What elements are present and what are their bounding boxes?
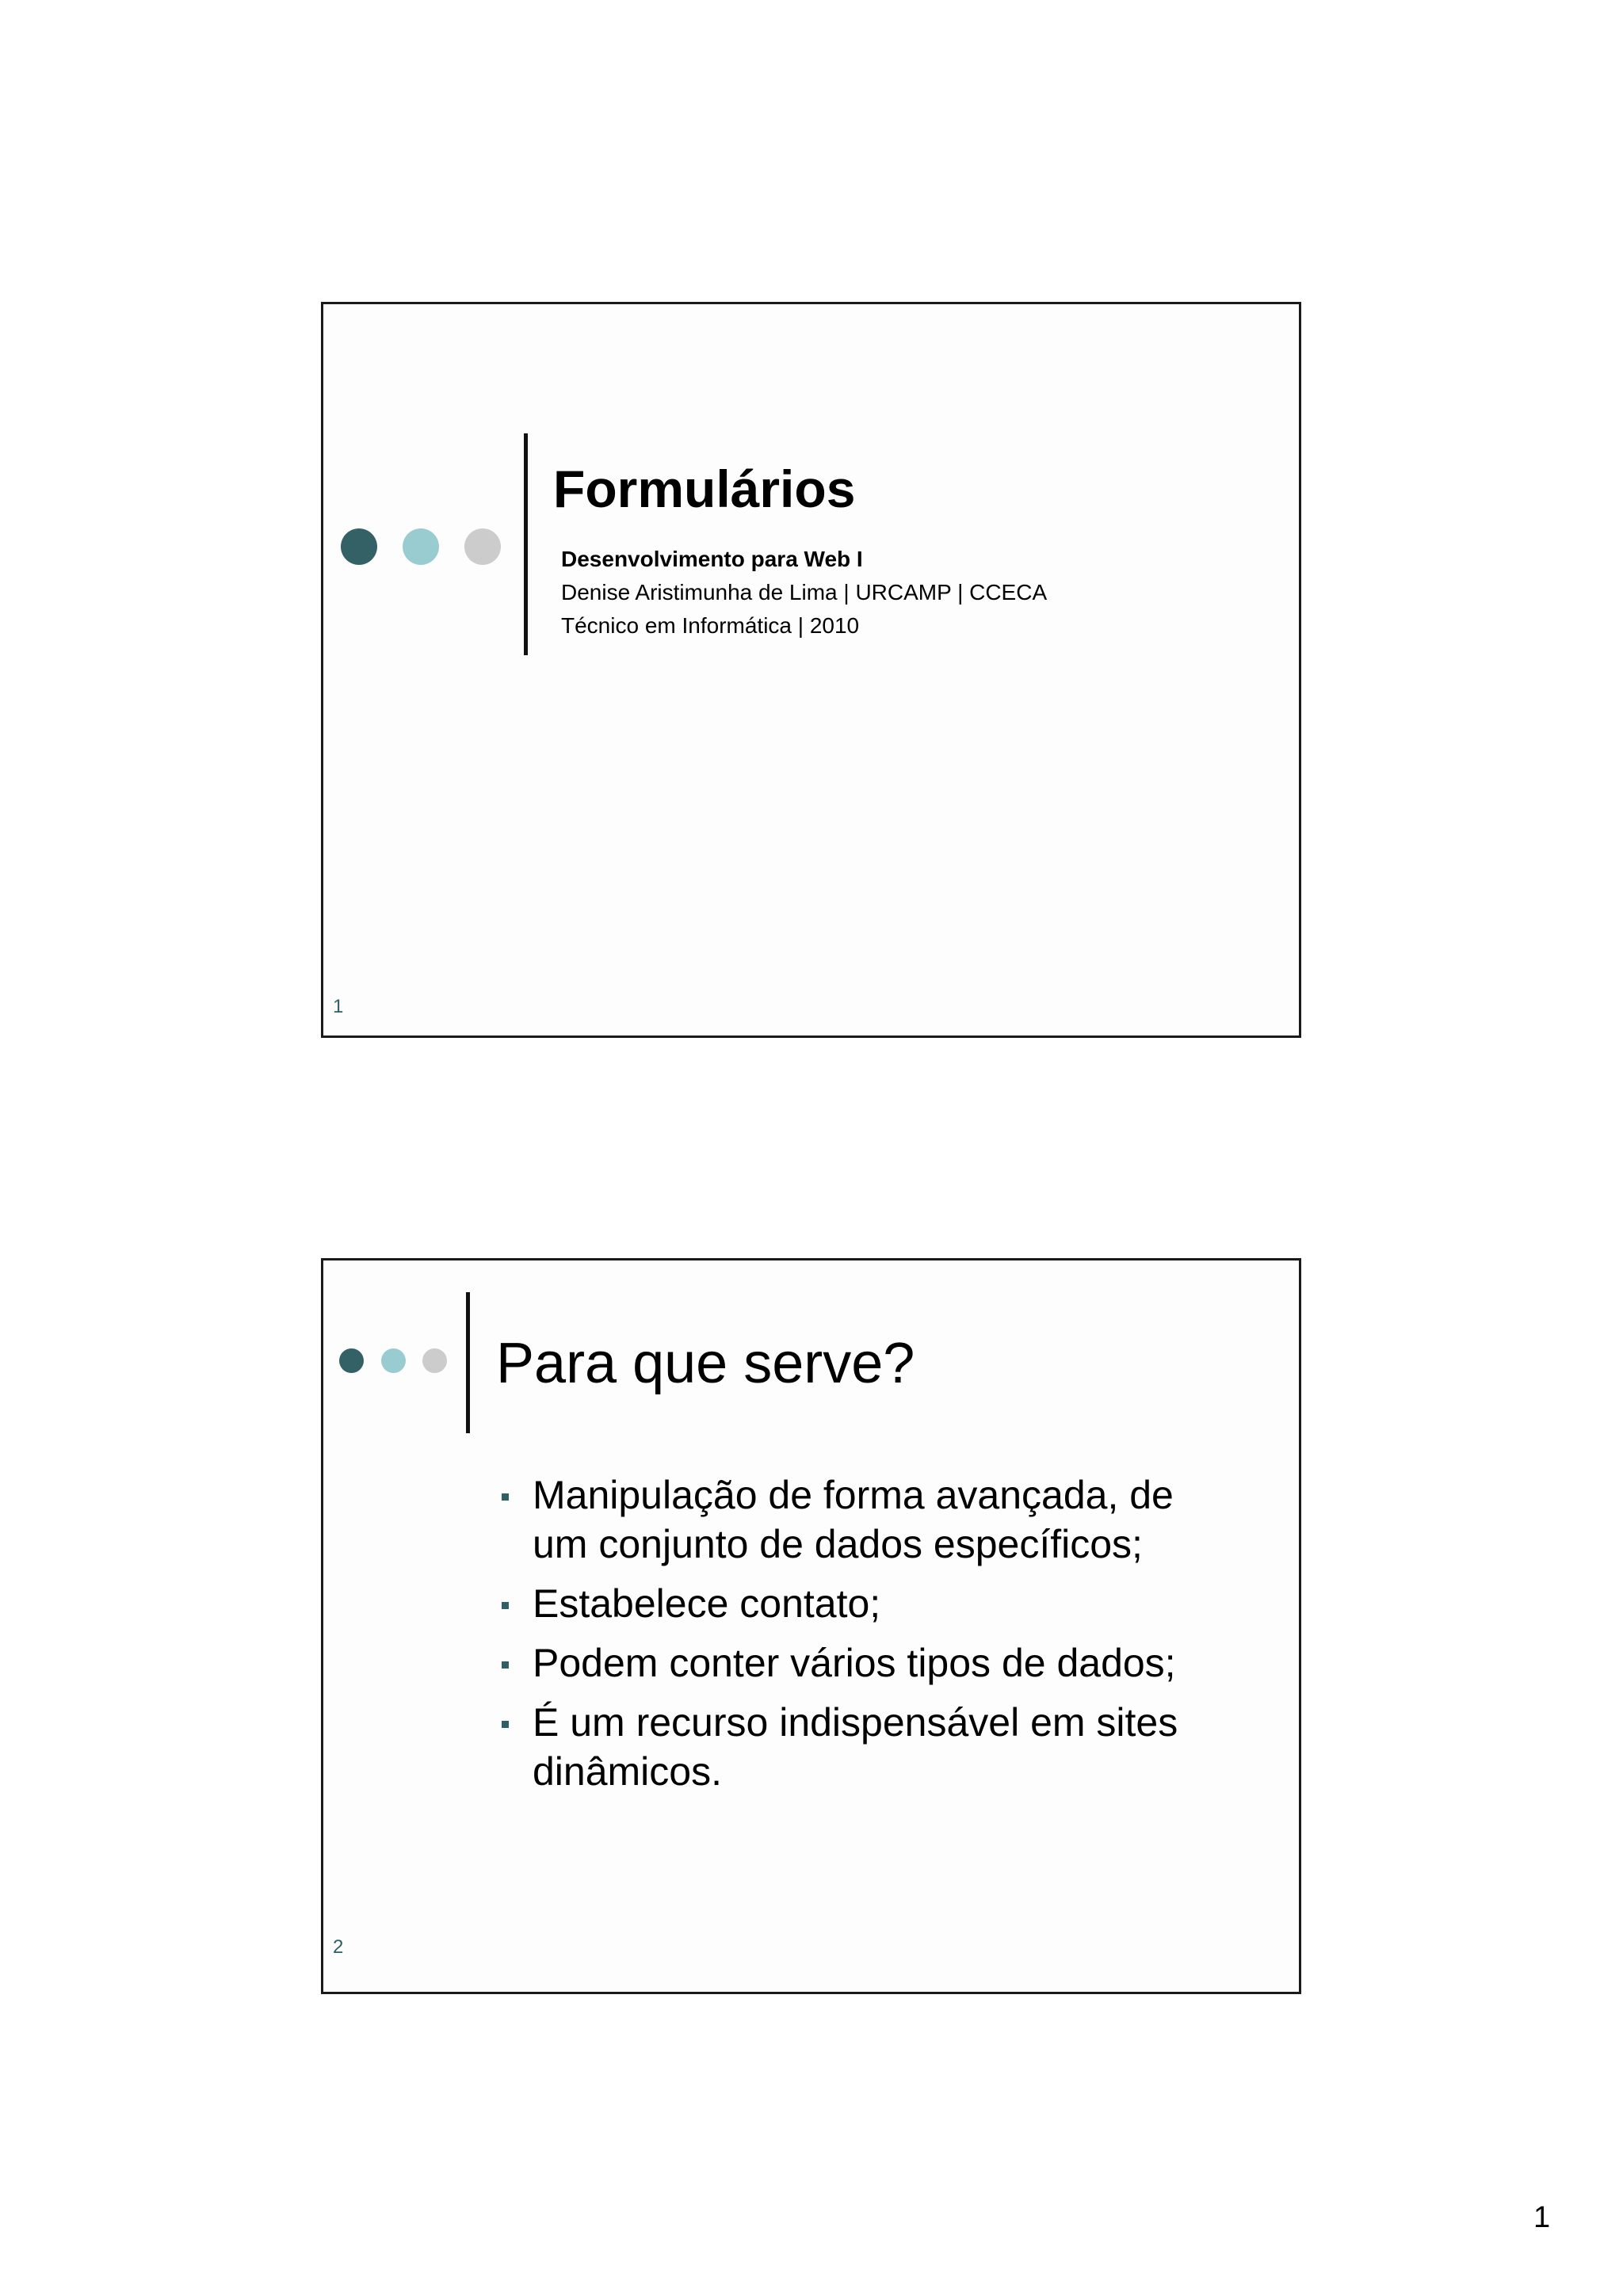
bullet-list: [498, 1470, 1274, 1806]
light-teal-dot-icon: [381, 1348, 406, 1373]
bullet-text: É um recurso indispensável em sites dinâmicos.: [533, 1700, 1178, 1794]
bullet-text: Manipulação de forma avançada, de um conjunto de dados específicos;: [533, 1473, 1174, 1566]
slide-title: Formulários: [553, 460, 856, 518]
list-item: [498, 1579, 1214, 1628]
square-bullet-icon: [502, 1721, 509, 1728]
dark-teal-dot-icon: [339, 1348, 364, 1373]
vertical-divider: [524, 433, 528, 655]
slide-1: [321, 302, 1301, 1038]
square-bullet-icon: [502, 1661, 509, 1669]
bullet-text: Estabelece contato;: [533, 1581, 881, 1626]
grey-dot-icon: [422, 1348, 447, 1373]
square-bullet-icon: [502, 1493, 509, 1501]
course-name: Desenvolvimento para Web I: [561, 547, 863, 571]
list-item: [498, 1470, 1214, 1569]
slide-number: 2: [333, 1936, 344, 1958]
bullet-text: Podem conter vários tipos de dados;: [533, 1641, 1176, 1685]
program-line: Técnico em Informática | 2010: [561, 613, 860, 638]
vertical-divider: [466, 1292, 470, 1433]
slide-2: [321, 1258, 1301, 1994]
list-item: [498, 1638, 1214, 1688]
dark-teal-dot-icon: [341, 528, 377, 565]
list-item: [498, 1698, 1214, 1796]
grey-dot-icon: [464, 528, 501, 565]
page-number: 1: [1533, 2201, 1551, 2234]
light-teal-dot-icon: [403, 528, 439, 565]
slide-title: Para que serve?: [496, 1332, 915, 1395]
author-line: Denise Aristimunha de Lima | URCAMP | CCECA: [561, 580, 1048, 605]
square-bullet-icon: [502, 1602, 509, 1609]
slide-number: 1: [333, 996, 344, 1017]
